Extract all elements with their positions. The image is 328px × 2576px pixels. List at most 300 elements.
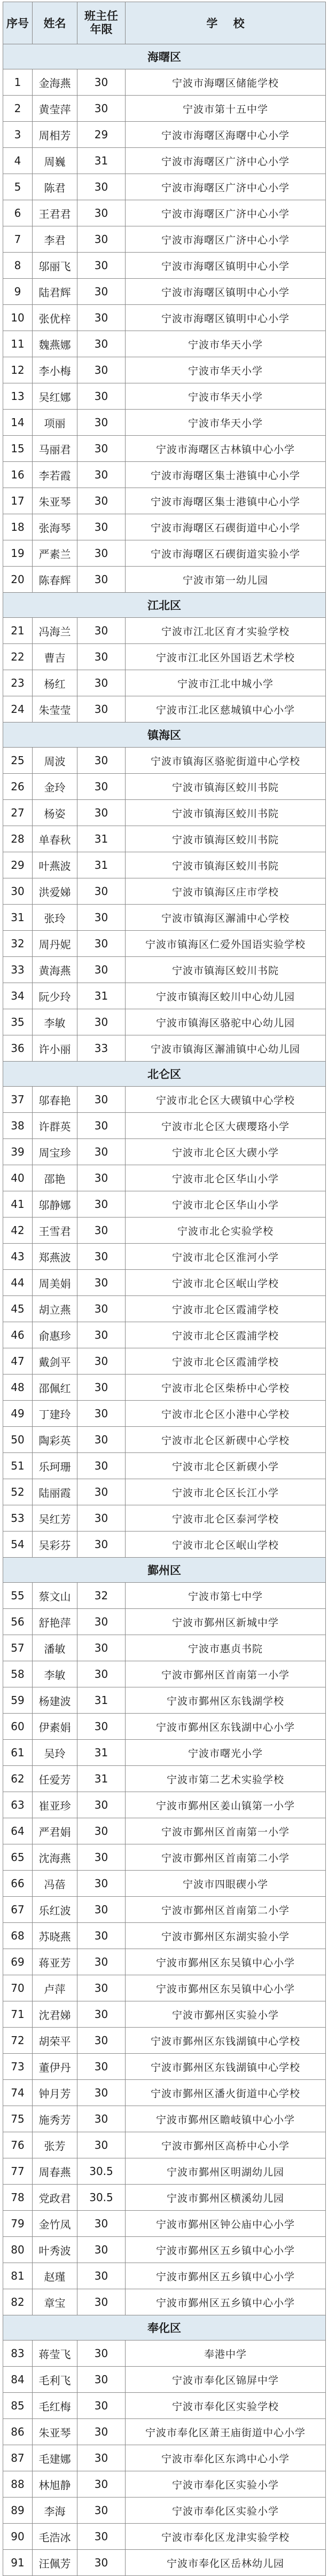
table-row xyxy=(3,2237,326,2263)
cell-school: 宁波市北仑实验学校 xyxy=(126,1218,326,1244)
region-label: 镇海区 xyxy=(3,722,326,748)
cell-years: 30 xyxy=(77,1191,126,1218)
cell-years: 30 xyxy=(77,331,126,357)
cell-name: 李若霞 xyxy=(33,462,77,488)
table-row xyxy=(3,540,326,567)
cell-years: 31 xyxy=(77,148,126,174)
table-row xyxy=(3,2158,326,2185)
table-row xyxy=(3,826,326,852)
cell-index: 73 xyxy=(3,2054,33,2080)
cell-index: 62 xyxy=(3,1766,33,1792)
cell-index: 87 xyxy=(3,2445,33,2471)
cell-index: 33 xyxy=(3,957,33,983)
cell-school: 宁波市鄞州区横溪幼儿园 xyxy=(126,2185,326,2211)
cell-name: 钟月芳 xyxy=(33,2080,77,2106)
header-school: 学 校 xyxy=(126,2,326,44)
cell-index: 27 xyxy=(3,800,33,826)
cell-years: 30 xyxy=(77,2028,126,2054)
cell-school: 宁波市鄞州区东吴镇中心小学 xyxy=(126,1975,326,2001)
cell-name: 李敏 xyxy=(33,1009,77,1035)
table-row xyxy=(3,279,326,305)
cell-school: 宁波市鄞州区姜山镇第一小学 xyxy=(126,1792,326,1818)
cell-school: 宁波市鄞州区高桥中心小学 xyxy=(126,2132,326,2158)
cell-school: 宁波市鄞州区瞻岐镇中心小学 xyxy=(126,2106,326,2132)
table-row xyxy=(3,1505,326,1532)
table-row xyxy=(3,957,326,983)
cell-index: 52 xyxy=(3,1479,33,1505)
cell-index: 83 xyxy=(3,2341,33,2367)
cell-school: 奉港中学 xyxy=(126,2341,326,2367)
table-row xyxy=(3,383,326,410)
table-row xyxy=(3,1427,326,1453)
cell-school: 宁波市海曙区广济中心小学 xyxy=(126,226,326,253)
table-row xyxy=(3,1897,326,1923)
cell-school: 宁波市镇海区蛟川中心幼儿园 xyxy=(126,983,326,1009)
cell-school: 宁波市海曙区镇明中心小学 xyxy=(126,279,326,305)
cell-school: 宁波市海曙区集士港镇中心小学 xyxy=(126,462,326,488)
cell-years: 31 xyxy=(77,1687,126,1714)
cell-years: 30 xyxy=(77,1635,126,1661)
cell-years: 30 xyxy=(77,1322,126,1348)
cell-name: 毛红梅 xyxy=(33,2393,77,2419)
cell-years: 30 xyxy=(77,514,126,540)
table-row xyxy=(3,1583,326,1609)
cell-years: 30 xyxy=(77,279,126,305)
cell-years: 30 xyxy=(77,488,126,514)
table-row xyxy=(3,1818,326,1844)
cell-school: 宁波市海曙区古林镇中心小学 xyxy=(126,436,326,462)
cell-years: 31 xyxy=(77,983,126,1009)
cell-name: 许小丽 xyxy=(33,1035,77,1062)
table-row xyxy=(3,1740,326,1766)
cell-school: 宁波市北仑区岷山学校 xyxy=(126,1270,326,1296)
cell-years: 30 xyxy=(77,644,126,670)
cell-name: 杨红 xyxy=(33,670,77,696)
cell-name: 俞惠珍 xyxy=(33,1322,77,1348)
cell-name: 马丽君 xyxy=(33,436,77,462)
cell-name: 叶燕波 xyxy=(33,852,77,878)
cell-name: 朱亚琴 xyxy=(33,2419,77,2445)
cell-years: 30 xyxy=(77,2471,126,2498)
table-row xyxy=(3,174,326,200)
cell-name: 陈春辉 xyxy=(33,567,77,593)
cell-school: 宁波市华天小学 xyxy=(126,410,326,436)
cell-index: 77 xyxy=(3,2158,33,2185)
cell-name: 毛利飞 xyxy=(33,2367,77,2393)
cell-name: 伊素娟 xyxy=(33,1714,77,1740)
cell-years: 30 xyxy=(77,69,126,96)
region-row xyxy=(3,722,326,748)
cell-school: 宁波市鄞州区首南第二小学 xyxy=(126,1844,326,1871)
table-row xyxy=(3,1009,326,1035)
cell-years: 30 xyxy=(77,1009,126,1035)
cell-school: 宁波市北仑区新碶小学 xyxy=(126,1453,326,1479)
cell-name: 黄莹萍 xyxy=(33,96,77,122)
table-row xyxy=(3,69,326,96)
cell-index: 13 xyxy=(3,383,33,410)
cell-index: 8 xyxy=(3,253,33,279)
region-label: 奉化区 xyxy=(3,2315,326,2341)
table-row xyxy=(3,1975,326,2001)
table-body xyxy=(3,44,326,2576)
cell-name: 李海 xyxy=(33,2498,77,2524)
cell-index: 15 xyxy=(3,436,33,462)
cell-name: 郑燕波 xyxy=(33,1244,77,1270)
cell-name: 邵艳 xyxy=(33,1165,77,1191)
cell-index: 66 xyxy=(3,1871,33,1897)
cell-name: 戴剑平 xyxy=(33,1348,77,1375)
cell-name: 卢萍 xyxy=(33,1975,77,2001)
cell-school: 宁波市镇海区蛟川书院 xyxy=(126,800,326,826)
cell-years: 30 xyxy=(77,1661,126,1687)
cell-index: 68 xyxy=(3,1923,33,1949)
cell-school: 宁波市北仑区新碶中心学校 xyxy=(126,1427,326,1453)
cell-name: 邵佩红 xyxy=(33,1375,77,1401)
cell-years: 30 xyxy=(77,2080,126,2106)
cell-index: 5 xyxy=(3,174,33,200)
region-row xyxy=(3,593,326,618)
cell-years: 30 xyxy=(77,670,126,696)
table-row xyxy=(3,1401,326,1427)
table-row xyxy=(3,878,326,905)
cell-school: 宁波市华天小学 xyxy=(126,331,326,357)
cell-name: 严素兰 xyxy=(33,540,77,567)
cell-years: 31 xyxy=(77,1766,126,1792)
table-row xyxy=(3,2289,326,2315)
cell-index: 71 xyxy=(3,2001,33,2028)
cell-name: 叶秀波 xyxy=(33,2237,77,2263)
cell-school: 宁波市海曙区广济中心小学 xyxy=(126,174,326,200)
cell-index: 67 xyxy=(3,1897,33,1923)
cell-years: 30 xyxy=(77,1244,126,1270)
cell-years: 30 xyxy=(77,905,126,931)
cell-years: 30 xyxy=(77,1818,126,1844)
table-row xyxy=(3,2524,326,2550)
cell-index: 12 xyxy=(3,357,33,383)
cell-school: 宁波市鄞州区实验小学 xyxy=(126,2001,326,2028)
cell-index: 70 xyxy=(3,1975,33,2001)
cell-name: 崔亚珍 xyxy=(33,1792,77,1818)
cell-index: 56 xyxy=(3,1609,33,1635)
cell-name: 蔡文山 xyxy=(33,1583,77,1609)
cell-years: 30 xyxy=(77,2289,126,2315)
cell-index: 17 xyxy=(3,488,33,514)
cell-name: 李敏 xyxy=(33,1661,77,1687)
cell-index: 91 xyxy=(3,2550,33,2576)
table-row xyxy=(3,1087,326,1113)
cell-name: 胡立燕 xyxy=(33,1296,77,1322)
cell-years: 30 xyxy=(77,1479,126,1505)
table-row xyxy=(3,1453,326,1479)
teacher-list-sheet xyxy=(3,2,325,2576)
cell-name: 张玲 xyxy=(33,905,77,931)
table-row xyxy=(3,253,326,279)
cell-name: 胡荣平 xyxy=(33,2028,77,2054)
cell-name: 邬静娜 xyxy=(33,1191,77,1218)
table-row xyxy=(3,2367,326,2393)
cell-years: 30 xyxy=(77,1949,126,1975)
cell-school: 宁波市曙光小学 xyxy=(126,1740,326,1766)
cell-school: 宁波市华天小学 xyxy=(126,357,326,383)
cell-school: 宁波市海曙区广济中心小学 xyxy=(126,148,326,174)
header-years xyxy=(77,2,126,44)
table-row xyxy=(3,2419,326,2445)
cell-school: 宁波市镇海区蛟川书院 xyxy=(126,774,326,800)
cell-school: 宁波市江北区慈城镇中心小学 xyxy=(126,696,326,722)
table-row xyxy=(3,2106,326,2132)
cell-index: 16 xyxy=(3,462,33,488)
cell-school: 宁波市海曙区镇明中心小学 xyxy=(126,305,326,331)
table-row xyxy=(3,488,326,514)
cell-index: 25 xyxy=(3,748,33,774)
cell-index: 84 xyxy=(3,2367,33,2393)
table-row xyxy=(3,1139,326,1165)
cell-years: 30 xyxy=(77,1113,126,1139)
cell-years: 30 xyxy=(77,2341,126,2367)
cell-school: 宁波市奉化区实验小学 xyxy=(126,2471,326,2498)
cell-index: 89 xyxy=(3,2498,33,2524)
cell-index: 29 xyxy=(3,852,33,878)
cell-years: 30 xyxy=(77,1139,126,1165)
table-row xyxy=(3,1113,326,1139)
cell-years: 30 xyxy=(77,1609,126,1635)
cell-index: 39 xyxy=(3,1139,33,1165)
table-row xyxy=(3,567,326,593)
table-row xyxy=(3,1687,326,1714)
cell-years: 30.5 xyxy=(77,2158,126,2185)
table-row xyxy=(3,331,326,357)
cell-years: 30 xyxy=(77,2211,126,2237)
cell-school: 宁波市北仑区华山小学 xyxy=(126,1165,326,1191)
teacher-table xyxy=(3,2,326,2576)
cell-years: 30 xyxy=(77,2001,126,2028)
cell-index: 26 xyxy=(3,774,33,800)
cell-years: 30 xyxy=(77,1923,126,1949)
table-row xyxy=(3,1714,326,1740)
cell-school: 宁波市江北中城小学 xyxy=(126,670,326,696)
cell-name: 金玲 xyxy=(33,774,77,800)
cell-name: 陈君 xyxy=(33,174,77,200)
cell-school: 宁波市华天小学 xyxy=(126,383,326,410)
cell-name: 许群英 xyxy=(33,1113,77,1139)
cell-years: 30 xyxy=(77,1218,126,1244)
cell-name: 周春燕 xyxy=(33,2158,77,2185)
cell-years: 33 xyxy=(77,1035,126,1062)
cell-index: 55 xyxy=(3,1583,33,1609)
cell-name: 张芳 xyxy=(33,2132,77,2158)
table-row xyxy=(3,226,326,253)
cell-years: 30 xyxy=(77,200,126,226)
cell-school: 宁波市鄞州区东钱湖学校 xyxy=(126,1687,326,1714)
cell-index: 32 xyxy=(3,931,33,957)
cell-school: 宁波市江北区育才实验学校 xyxy=(126,618,326,644)
cell-school: 宁波市鄞州区五乡镇中心小学 xyxy=(126,2289,326,2315)
cell-index: 72 xyxy=(3,2028,33,2054)
table-row xyxy=(3,1609,326,1635)
table-row xyxy=(3,1532,326,1558)
cell-years: 30 xyxy=(77,1453,126,1479)
cell-name: 陆君辉 xyxy=(33,279,77,305)
cell-index: 78 xyxy=(3,2185,33,2211)
table-row xyxy=(3,1844,326,1871)
cell-school: 宁波市鄞州区东钱湖镇中心学校 xyxy=(126,2054,326,2080)
cell-index: 61 xyxy=(3,1740,33,1766)
cell-name: 周波 xyxy=(33,748,77,774)
cell-index: 19 xyxy=(3,540,33,567)
cell-index: 37 xyxy=(3,1087,33,1113)
cell-name: 李君 xyxy=(33,226,77,253)
cell-school: 宁波市奉化区龙津实验学校 xyxy=(126,2524,326,2550)
cell-name: 林旭静 xyxy=(33,2471,77,2498)
cell-years: 30 xyxy=(77,2263,126,2289)
cell-name: 毛浩冰 xyxy=(33,2524,77,2550)
table-row xyxy=(3,1792,326,1818)
cell-years: 30 xyxy=(77,1296,126,1322)
table-row xyxy=(3,618,326,644)
cell-index: 51 xyxy=(3,1453,33,1479)
cell-years: 30 xyxy=(77,1505,126,1532)
cell-school: 宁波市奉化区实验小学 xyxy=(126,2498,326,2524)
cell-name: 周美娟 xyxy=(33,1270,77,1296)
cell-name: 张海琴 xyxy=(33,514,77,540)
cell-years: 30 xyxy=(77,2054,126,2080)
table-row xyxy=(3,852,326,878)
cell-years: 30 xyxy=(77,383,126,410)
cell-index: 9 xyxy=(3,279,33,305)
cell-school: 宁波市鄞州区首南第一小学 xyxy=(126,1818,326,1844)
table-row xyxy=(3,2341,326,2367)
cell-name: 蒋莹飞 xyxy=(33,2341,77,2367)
cell-school: 宁波市第一幼儿园 xyxy=(126,567,326,593)
cell-school: 宁波市北仑区长江小学 xyxy=(126,1479,326,1505)
cell-name: 苏晓燕 xyxy=(33,1923,77,1949)
table-row xyxy=(3,1923,326,1949)
cell-index: 42 xyxy=(3,1218,33,1244)
cell-school: 宁波市海曙区海曙中心小学 xyxy=(126,122,326,148)
region-row xyxy=(3,1558,326,1583)
cell-name: 严君娟 xyxy=(33,1818,77,1844)
cell-years: 30 xyxy=(77,1844,126,1871)
table-row xyxy=(3,2211,326,2237)
table-row xyxy=(3,96,326,122)
cell-name: 沈海燕 xyxy=(33,1844,77,1871)
region-label: 海曙区 xyxy=(3,44,326,69)
cell-name: 李小梅 xyxy=(33,357,77,383)
cell-years: 30 xyxy=(77,931,126,957)
cell-school: 宁波市镇海区庄市学校 xyxy=(126,878,326,905)
cell-index: 53 xyxy=(3,1505,33,1532)
cell-years: 30 xyxy=(77,2498,126,2524)
cell-index: 58 xyxy=(3,1661,33,1687)
cell-school: 宁波市第七中学 xyxy=(126,1583,326,1609)
cell-school: 宁波市镇海区蛟川书院 xyxy=(126,852,326,878)
cell-school: 宁波市北仑区淮河小学 xyxy=(126,1244,326,1270)
cell-name: 洪爱娣 xyxy=(33,878,77,905)
cell-years: 30 xyxy=(77,174,126,200)
cell-years: 31 xyxy=(77,1740,126,1766)
cell-index: 23 xyxy=(3,670,33,696)
cell-index: 63 xyxy=(3,1792,33,1818)
cell-index: 22 xyxy=(3,644,33,670)
cell-school: 宁波市镇海区蛟川书院 xyxy=(126,957,326,983)
cell-years: 30 xyxy=(77,1897,126,1923)
cell-index: 41 xyxy=(3,1191,33,1218)
cell-school: 宁波市北仑区大碶小学 xyxy=(126,1139,326,1165)
cell-index: 11 xyxy=(3,331,33,357)
cell-school: 宁波市镇海区蛟川书院 xyxy=(126,826,326,852)
cell-school: 宁波市奉化区东鸿中心小学 xyxy=(126,2445,326,2471)
cell-name: 魏燕娜 xyxy=(33,331,77,357)
table-row xyxy=(3,774,326,800)
cell-name: 单春秋 xyxy=(33,826,77,852)
cell-name: 王雪君 xyxy=(33,1218,77,1244)
cell-years: 30 xyxy=(77,800,126,826)
cell-school: 宁波市镇海区骆驼街道中心学校 xyxy=(126,748,326,774)
cell-index: 34 xyxy=(3,983,33,1009)
header-years-line1: 班主任 xyxy=(84,10,118,22)
table-row xyxy=(3,1479,326,1505)
table-row xyxy=(3,1191,326,1218)
cell-years: 30 xyxy=(77,1348,126,1375)
table-row xyxy=(3,1766,326,1792)
cell-index: 85 xyxy=(3,2393,33,2419)
cell-name: 章宝 xyxy=(33,2289,77,2315)
cell-years: 30.5 xyxy=(77,2185,126,2211)
table-row xyxy=(3,748,326,774)
cell-index: 1 xyxy=(3,69,33,96)
cell-school: 宁波市第二艺术实验学校 xyxy=(126,1766,326,1792)
cell-name: 施秀芳 xyxy=(33,2106,77,2132)
table-row xyxy=(3,2001,326,2028)
cell-school: 宁波市鄞州区明湖幼儿园 xyxy=(126,2158,326,2185)
table-row xyxy=(3,1375,326,1401)
cell-name: 赵瑾 xyxy=(33,2263,77,2289)
table-row xyxy=(3,410,326,436)
table-row xyxy=(3,2132,326,2158)
table-row xyxy=(3,2550,326,2576)
cell-name: 冯蓓 xyxy=(33,1871,77,1897)
cell-school: 宁波市鄞州区钟公庙中心小学 xyxy=(126,2211,326,2237)
cell-school: 宁波市鄞州区东钱湖镇中心学校 xyxy=(126,2028,326,2054)
cell-school: 宁波市奉化区实验学校 xyxy=(126,2393,326,2419)
cell-school: 宁波市奉化区锦屏中学 xyxy=(126,2367,326,2393)
cell-school: 宁波市北仑区岷山学校 xyxy=(126,1532,326,1558)
table-row xyxy=(3,2393,326,2419)
cell-school: 宁波市镇海区骆驼中心幼儿园 xyxy=(126,1009,326,1035)
table-row xyxy=(3,644,326,670)
cell-index: 6 xyxy=(3,200,33,226)
table-row xyxy=(3,1218,326,1244)
cell-index: 81 xyxy=(3,2263,33,2289)
cell-school: 宁波市北仑区霞浦学校 xyxy=(126,1348,326,1375)
cell-name: 项丽 xyxy=(33,410,77,436)
cell-index: 47 xyxy=(3,1348,33,1375)
cell-name: 吴彩芬 xyxy=(33,1532,77,1558)
cell-years: 30 xyxy=(77,96,126,122)
cell-index: 49 xyxy=(3,1401,33,1427)
cell-years: 30 xyxy=(77,1165,126,1191)
cell-name: 金竹凤 xyxy=(33,2211,77,2237)
cell-name: 吴红娜 xyxy=(33,383,77,410)
cell-years: 30 xyxy=(77,957,126,983)
cell-years: 30 xyxy=(77,2132,126,2158)
cell-school: 宁波市海曙区镇明中心小学 xyxy=(126,253,326,279)
cell-index: 90 xyxy=(3,2524,33,2550)
cell-name: 杨建波 xyxy=(33,1687,77,1714)
cell-school: 宁波市北仑区大碶镇中心学校 xyxy=(126,1087,326,1113)
cell-school: 宁波市江北区外国语艺术学校 xyxy=(126,644,326,670)
cell-school: 宁波市海曙区储能学校 xyxy=(126,69,326,96)
